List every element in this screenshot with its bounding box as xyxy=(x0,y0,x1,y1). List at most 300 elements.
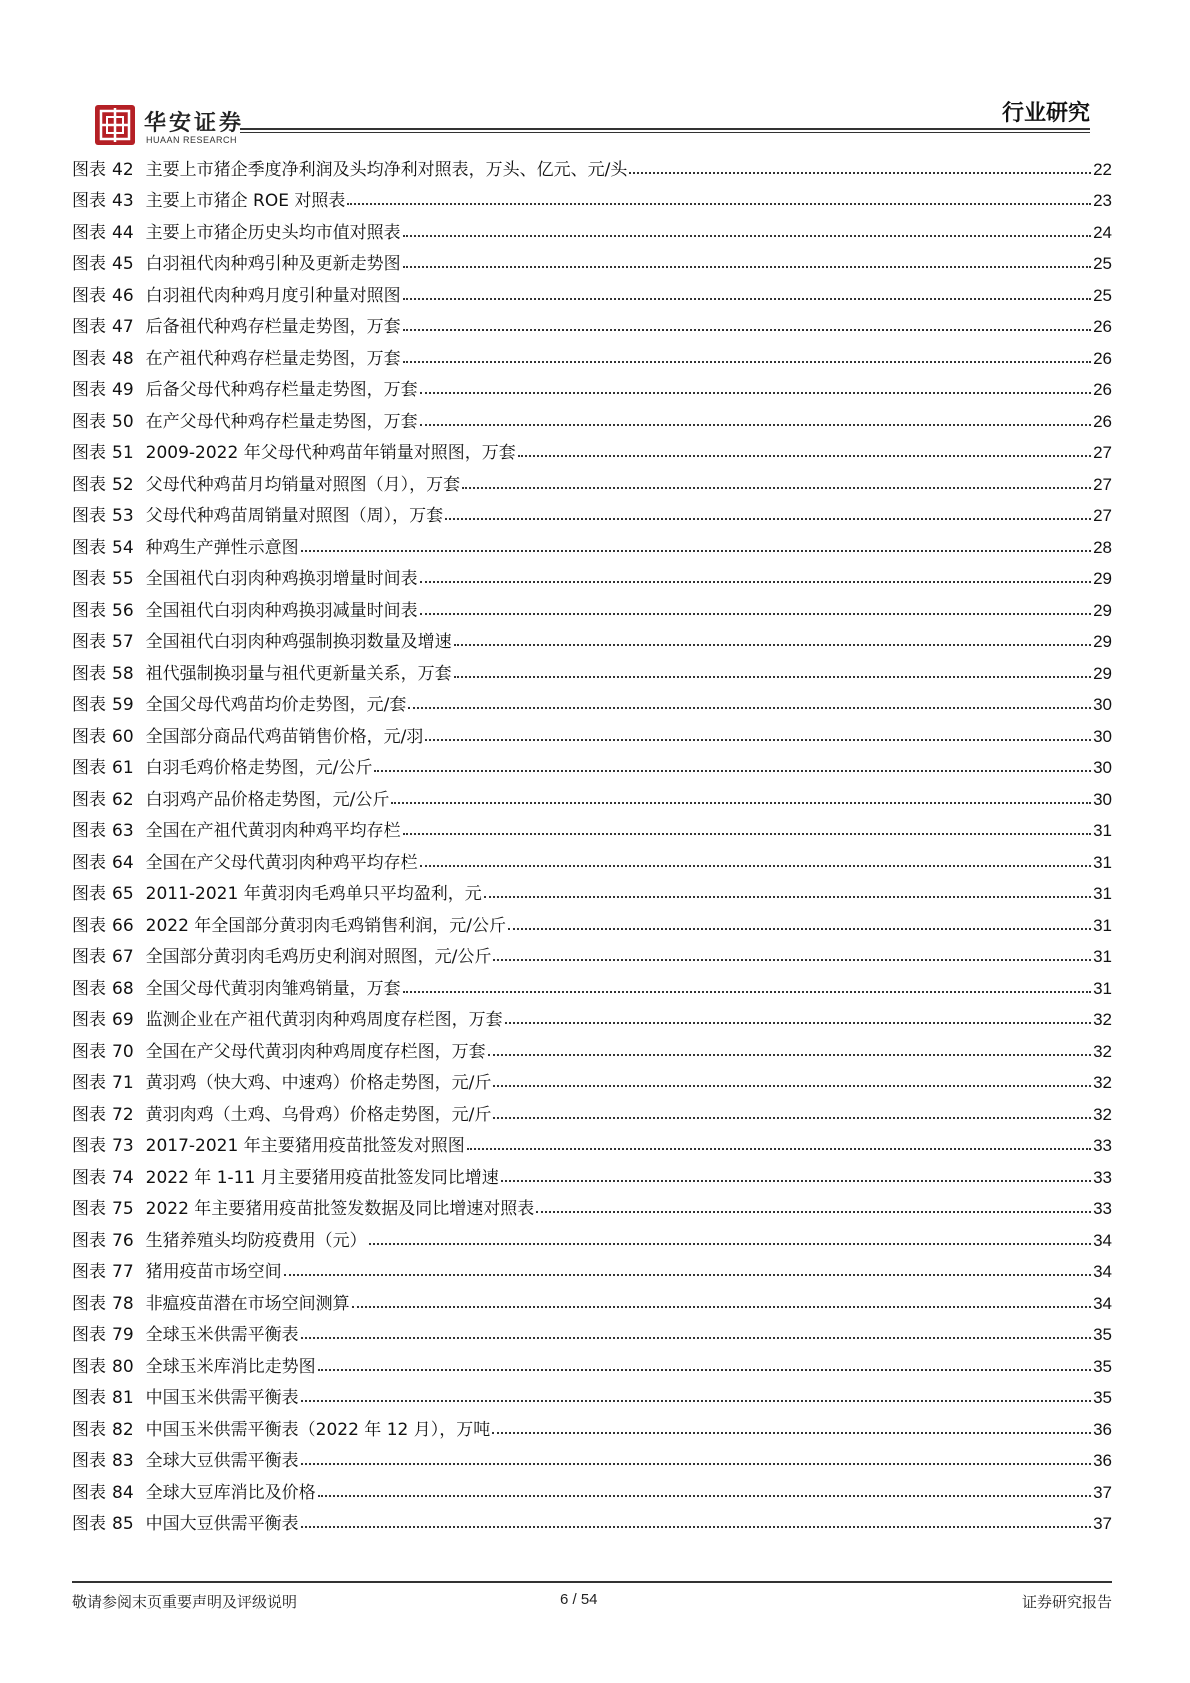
toc-entry-number: 47 xyxy=(112,317,134,337)
toc-entry-number: 62 xyxy=(112,789,134,810)
toc-entry-prefix: 图表 xyxy=(72,1167,106,1188)
toc-entry[interactable] xyxy=(72,1377,1112,1409)
toc-entry-prefix: 图表 xyxy=(72,632,106,652)
toc-leader-dots xyxy=(462,487,1091,489)
toc-entry-label xyxy=(72,1446,299,1471)
toc-entry-prefix: 图表 xyxy=(72,348,106,369)
toc-entry-page: 33 xyxy=(1093,1199,1112,1218)
toc-entry[interactable] xyxy=(72,180,1112,212)
toc-entry-label xyxy=(72,470,460,495)
toc-entry-page: 30 xyxy=(1093,695,1112,714)
toc-entry-page: 27 xyxy=(1093,506,1112,525)
toc-entry-page: 31 xyxy=(1093,821,1112,840)
toc-entry-number: 43 xyxy=(112,191,134,211)
toc-leader-dots xyxy=(403,833,1091,835)
toc-entry[interactable] xyxy=(72,369,1112,401)
toc-entry-number: 85 xyxy=(112,1514,134,1534)
toc-entry[interactable] xyxy=(72,432,1112,464)
toc-entry-label xyxy=(72,1226,367,1251)
toc-entry-prefix: 图表 xyxy=(72,222,106,243)
toc-entry[interactable] xyxy=(72,810,1112,842)
toc-entry[interactable] xyxy=(72,684,1112,716)
toc-entry-prefix: 图表 xyxy=(72,1482,106,1503)
toc-entry[interactable] xyxy=(72,1219,1112,1251)
toc-entry-title: 后备父母代种鸡存栏量走势图，万套 xyxy=(145,380,418,400)
toc-entry-title: 白羽鸡产品价格走势图，元/公斤 xyxy=(145,789,390,810)
toc-entry-label xyxy=(72,155,627,180)
toc-entry-page: 27 xyxy=(1093,443,1112,462)
toc-entry-number: 55 xyxy=(112,569,134,589)
toc-entry-page: 36 xyxy=(1093,1419,1112,1439)
toc-entry-prefix: 图表 xyxy=(72,915,106,936)
toc-entry-prefix: 图表 xyxy=(72,884,106,904)
toc-leader-dots xyxy=(284,1274,1091,1276)
toc-entry-label xyxy=(72,1478,316,1503)
toc-leader-dots xyxy=(403,361,1091,363)
toc-leader-dots xyxy=(403,991,1091,993)
toc-entry-prefix: 图表 xyxy=(72,1136,106,1156)
toc-entry-label xyxy=(72,690,406,715)
toc-leader-dots xyxy=(301,1337,1091,1339)
toc-entry-title: 全球大豆供需平衡表 xyxy=(145,1451,299,1471)
toc-entry-prefix: 图表 xyxy=(72,443,106,463)
toc-entry-label xyxy=(72,596,418,621)
toc-leader-dots xyxy=(484,896,1091,898)
toc-entry-title: 黄羽鸡（快大鸡、中速鸡）价格走势图，元/斤 xyxy=(145,1073,492,1093)
brand-subtitle: HUAAN RESEARCH xyxy=(146,135,238,145)
toc-entry-number: 67 xyxy=(112,947,134,967)
toc-entry-title: 2017-2021 年主要猪用疫苗批签发对照图 xyxy=(145,1136,465,1156)
toc-entry-label xyxy=(72,1415,490,1440)
toc-entry[interactable] xyxy=(72,652,1112,684)
toc-entry-label xyxy=(72,344,401,369)
toc-entry-prefix: 图表 xyxy=(72,1451,106,1471)
toc-entry-page: 32 xyxy=(1093,1010,1112,1029)
page-indicator: 6 / 54 xyxy=(560,1591,598,1608)
toc-entry[interactable] xyxy=(72,841,1112,873)
toc-entry-page: 26 xyxy=(1093,348,1112,368)
figure-list xyxy=(72,148,1112,1534)
toc-entry-page: 36 xyxy=(1093,1451,1112,1470)
toc-entry-number: 59 xyxy=(112,695,134,715)
toc-entry-label xyxy=(72,911,506,936)
toc-entry-label xyxy=(72,848,418,873)
toc-entry-title: 白羽毛鸡价格走势图，元/公斤 xyxy=(145,758,373,778)
toc-leader-dots xyxy=(403,329,1091,331)
toc-entry-title: 2022 年主要猪用疫苗批签发数据及同比增速对照表 xyxy=(145,1199,535,1219)
toc-entry[interactable] xyxy=(72,1156,1112,1188)
toc-leader-dots xyxy=(425,739,1091,741)
toc-entry-title: 在产父母代种鸡存栏量走势图，万套 xyxy=(145,411,418,432)
toc-entry-page: 24 xyxy=(1093,222,1112,242)
toc-entry-prefix: 图表 xyxy=(72,1104,106,1125)
toc-leader-dots xyxy=(408,707,1091,709)
toc-entry-label xyxy=(72,1163,499,1188)
toc-entry-page: 29 xyxy=(1093,600,1112,620)
page-header xyxy=(0,0,1190,150)
toc-entry-label xyxy=(72,375,418,400)
toc-entry-title: 全球大豆库消比及价格 xyxy=(145,1482,316,1503)
toc-entry-page: 29 xyxy=(1093,569,1112,588)
toc-entry-label xyxy=(72,942,491,967)
toc-entry-prefix: 图表 xyxy=(72,1388,106,1408)
toc-entry-page: 26 xyxy=(1093,380,1112,399)
toc-entry[interactable] xyxy=(72,589,1112,621)
toc-entry-label xyxy=(72,659,452,684)
toc-entry-page: 25 xyxy=(1093,254,1112,273)
toc-entry-label xyxy=(72,1257,282,1282)
toc-entry-number: 77 xyxy=(112,1262,134,1282)
toc-entry-title: 中国大豆供需平衡表 xyxy=(145,1514,299,1534)
toc-entry-number: 56 xyxy=(112,600,134,621)
toc-entry-page: 34 xyxy=(1093,1230,1112,1250)
toc-entry-page: 29 xyxy=(1093,632,1112,651)
toc-entry-prefix: 图表 xyxy=(72,191,106,211)
toc-entry-number: 82 xyxy=(112,1419,134,1440)
toc-leader-dots xyxy=(301,1400,1091,1402)
toc-entry-title: 祖代强制换羽量与祖代更新量关系，万套 xyxy=(145,663,452,684)
toc-entry-prefix: 图表 xyxy=(72,852,106,873)
toc-entry-number: 48 xyxy=(112,348,134,369)
toc-entry-page: 31 xyxy=(1093,852,1112,872)
toc-entry[interactable] xyxy=(72,1440,1112,1472)
toc-entry-label xyxy=(72,501,443,526)
toc-entry-title: 主要上市猪企历史头均市值对照表 xyxy=(145,222,401,243)
toc-entry-page: 23 xyxy=(1093,191,1112,210)
toc-leader-dots xyxy=(403,235,1091,237)
toc-entry-number: 51 xyxy=(112,443,134,463)
toc-entry-label xyxy=(72,218,401,243)
toc-leader-dots xyxy=(403,298,1091,300)
toc-entry-prefix: 图表 xyxy=(72,726,106,747)
toc-leader-dots xyxy=(629,172,1091,174)
toc-leader-dots xyxy=(301,1526,1091,1528)
toc-entry-title: 监测企业在产祖代黄羽肉种鸡周度存栏图，万套 xyxy=(145,1010,503,1030)
toc-entry-page: 30 xyxy=(1093,758,1112,777)
toc-entry-title: 黄羽肉鸡（土鸡、乌骨鸡）价格走势图，元/斤 xyxy=(145,1104,492,1125)
toc-entry-page: 37 xyxy=(1093,1514,1112,1533)
toc-leader-dots xyxy=(391,802,1091,804)
toc-entry[interactable] xyxy=(72,1282,1112,1314)
toc-entry-page: 30 xyxy=(1093,789,1112,809)
toc-entry-page: 37 xyxy=(1093,1482,1112,1502)
toc-entry-number: 78 xyxy=(112,1293,134,1314)
toc-leader-dots xyxy=(467,1148,1091,1150)
toc-entry-number: 79 xyxy=(112,1325,134,1345)
toc-entry-prefix: 图表 xyxy=(72,1293,106,1314)
toc-leader-dots xyxy=(420,392,1091,394)
toc-entry[interactable] xyxy=(72,1503,1112,1535)
toc-entry-page: 26 xyxy=(1093,317,1112,336)
toc-entry[interactable] xyxy=(72,873,1112,905)
toc-entry[interactable] xyxy=(72,558,1112,590)
toc-entry-page: 31 xyxy=(1093,884,1112,903)
toc-entry-label xyxy=(72,785,389,810)
toc-leader-dots xyxy=(352,1306,1091,1308)
toc-entry-title: 白羽祖代肉种鸡月度引种量对照图 xyxy=(145,285,401,306)
toc-entry-label xyxy=(72,1352,316,1377)
header-divider xyxy=(240,128,1090,130)
toc-leader-dots xyxy=(508,928,1091,930)
toc-entry-label xyxy=(72,1037,486,1062)
toc-entry-title: 主要上市猪企季度净利润及头均净利对照表，万头、亿元、元/头 xyxy=(145,159,628,180)
toc-entry-title: 全国在产父母代黄羽肉种鸡平均存栏 xyxy=(145,852,418,873)
toc-entry[interactable] xyxy=(72,274,1112,306)
toc-entry-number: 61 xyxy=(112,758,134,778)
toc-entry-label xyxy=(72,1194,534,1219)
toc-entry-page: 32 xyxy=(1093,1073,1112,1092)
toc-entry[interactable] xyxy=(72,904,1112,936)
toc-entry[interactable] xyxy=(72,1408,1112,1440)
toc-entry[interactable] xyxy=(72,1188,1112,1220)
toc-entry-page: 25 xyxy=(1093,285,1112,305)
toc-entry-title: 全国祖代白羽肉种鸡换羽增量时间表 xyxy=(145,569,418,589)
toc-entry-number: 83 xyxy=(112,1451,134,1471)
toc-entry-title: 2011-2021 年黄羽肉毛鸡单只平均盈利，元 xyxy=(145,884,482,904)
toc-entry-number: 60 xyxy=(112,726,134,747)
toc-leader-dots xyxy=(536,1211,1091,1213)
toc-entry-prefix: 图表 xyxy=(72,663,106,684)
toc-entry[interactable] xyxy=(72,148,1112,180)
toc-entry-label xyxy=(72,879,482,904)
toc-entry-title: 中国玉米供需平衡表（2022 年 12 月），万吨 xyxy=(145,1419,491,1440)
toc-entry[interactable] xyxy=(72,1125,1112,1157)
toc-entry-title: 2022 年全国部分黄羽肉毛鸡销售利润，元/公斤 xyxy=(145,915,507,936)
toc-leader-dots xyxy=(445,518,1091,520)
toc-entry-prefix: 图表 xyxy=(72,1041,106,1062)
toc-entry-prefix: 图表 xyxy=(72,285,106,306)
toc-entry-prefix: 图表 xyxy=(72,254,106,274)
toc-entry-number: 63 xyxy=(112,821,134,841)
toc-leader-dots xyxy=(420,424,1091,426)
toc-entry-title: 非瘟疫苗潜在市场空间测算 xyxy=(145,1293,350,1314)
toc-entry-label xyxy=(72,249,401,274)
toc-entry-page: 33 xyxy=(1093,1136,1112,1155)
toc-entry-label xyxy=(72,564,418,589)
section-title: 行业研究 xyxy=(1001,101,1090,126)
toc-entry-prefix: 图表 xyxy=(72,821,106,841)
toc-entry-title: 主要上市猪企 ROE 对照表 xyxy=(145,191,346,211)
toc-entry[interactable] xyxy=(72,211,1112,243)
toc-entry-prefix: 图表 xyxy=(72,1419,106,1440)
toc-entry-number: 58 xyxy=(112,663,134,684)
toc-entry[interactable] xyxy=(72,999,1112,1031)
toc-entry[interactable] xyxy=(72,1062,1112,1094)
toc-entry[interactable] xyxy=(72,967,1112,999)
toc-entry-page: 35 xyxy=(1093,1325,1112,1344)
huaan-logo-icon xyxy=(94,104,136,146)
toc-entry-prefix: 图表 xyxy=(72,600,106,621)
toc-entry-label xyxy=(72,1100,491,1125)
toc-leader-dots xyxy=(518,455,1091,457)
toc-entry-prefix: 图表 xyxy=(72,1010,106,1030)
toc-entry-label xyxy=(72,1320,299,1345)
toc-entry-number: 72 xyxy=(112,1104,134,1125)
toc-entry-number: 57 xyxy=(112,632,134,652)
toc-entry-label xyxy=(72,974,401,999)
toc-entry-number: 81 xyxy=(112,1388,134,1408)
toc-entry-title: 种鸡生产弹性示意图 xyxy=(145,537,299,558)
toc-leader-dots xyxy=(454,676,1091,678)
toc-entry-page: 34 xyxy=(1093,1262,1112,1281)
toc-entry-page: 33 xyxy=(1093,1167,1112,1187)
toc-entry-prefix: 图表 xyxy=(72,159,106,180)
toc-entry-page: 35 xyxy=(1093,1356,1112,1376)
toc-entry-number: 49 xyxy=(112,380,134,400)
toc-entry-number: 70 xyxy=(112,1041,134,1062)
toc-entry-label xyxy=(72,533,299,558)
toc-entry-title: 父母代种鸡苗周销量对照图（周），万套 xyxy=(145,506,444,526)
toc-entry-prefix: 图表 xyxy=(72,789,106,810)
toc-leader-dots xyxy=(505,1022,1091,1024)
toc-entry-label xyxy=(72,1005,503,1030)
toc-entry-prefix: 图表 xyxy=(72,695,106,715)
toc-leader-dots xyxy=(347,203,1091,205)
toc-entry-page: 32 xyxy=(1093,1041,1112,1061)
toc-entry-number: 75 xyxy=(112,1199,134,1219)
toc-leader-dots xyxy=(420,613,1091,615)
toc-entry-number: 76 xyxy=(112,1230,134,1251)
toc-entry-prefix: 图表 xyxy=(72,474,106,495)
toc-entry-title: 2009-2022 年父母代种鸡苗年销量对照图，万套 xyxy=(145,443,516,463)
toc-entry[interactable] xyxy=(72,243,1112,275)
toc-entry-prefix: 图表 xyxy=(72,1325,106,1345)
toc-entry-label xyxy=(72,407,418,432)
toc-entry[interactable] xyxy=(72,1251,1112,1283)
toc-entry-page: 28 xyxy=(1093,537,1112,557)
toc-entry[interactable] xyxy=(72,1471,1112,1503)
toc-entry-prefix: 图表 xyxy=(72,978,106,999)
toc-entry[interactable] xyxy=(72,621,1112,653)
toc-entry-title: 中国玉米供需平衡表 xyxy=(145,1388,299,1408)
toc-leader-dots xyxy=(301,550,1091,552)
toc-leader-dots xyxy=(493,1117,1091,1119)
toc-entry-label xyxy=(72,753,372,778)
toc-leader-dots xyxy=(420,581,1091,583)
toc-leader-dots xyxy=(493,1085,1091,1087)
toc-entry-title: 全国在产祖代黄羽肉种鸡平均存栏 xyxy=(145,821,401,841)
toc-entry-title: 全国祖代白羽肉种鸡强制换羽数量及增速 xyxy=(145,632,452,652)
toc-entry-page: 34 xyxy=(1093,1293,1112,1313)
toc-entry-title: 全球玉米库消比走势图 xyxy=(145,1356,316,1377)
toc-entry-prefix: 图表 xyxy=(72,506,106,526)
toc-entry-prefix: 图表 xyxy=(72,380,106,400)
toc-entry[interactable] xyxy=(72,306,1112,338)
toc-entry[interactable] xyxy=(72,1345,1112,1377)
toc-entry[interactable] xyxy=(72,526,1112,558)
toc-entry[interactable] xyxy=(72,463,1112,495)
toc-leader-dots xyxy=(454,644,1091,646)
toc-entry-title: 白羽祖代肉种鸡引种及更新走势图 xyxy=(145,254,401,274)
toc-entry-prefix: 图表 xyxy=(72,411,106,432)
toc-entry-prefix: 图表 xyxy=(72,1199,106,1219)
toc-entry-prefix: 图表 xyxy=(72,1230,106,1251)
toc-entry-number: 80 xyxy=(112,1356,134,1377)
toc-entry-number: 46 xyxy=(112,285,134,306)
toc-entry[interactable] xyxy=(72,400,1112,432)
toc-entry-number: 42 xyxy=(112,159,134,180)
toc-entry[interactable] xyxy=(72,1093,1112,1125)
toc-entry-title: 生猪养殖头均防疫费用（元） xyxy=(145,1230,367,1251)
toc-entry-number: 65 xyxy=(112,884,134,904)
toc-entry-number: 74 xyxy=(112,1167,134,1188)
toc-entry-page: 31 xyxy=(1093,915,1112,935)
toc-entry-label xyxy=(72,281,401,306)
toc-entry-page: 35 xyxy=(1093,1388,1112,1407)
toc-entry-page: 27 xyxy=(1093,474,1112,494)
toc-entry-title: 全国祖代白羽肉种鸡换羽减量时间表 xyxy=(145,600,418,621)
toc-entry-page: 29 xyxy=(1093,663,1112,683)
toc-entry-label xyxy=(72,627,452,652)
toc-entry-prefix: 图表 xyxy=(72,317,106,337)
toc-entry-label xyxy=(72,1068,491,1093)
toc-entry-page: 30 xyxy=(1093,726,1112,746)
toc-entry-label xyxy=(72,1131,465,1156)
document-type: 证券研究报告 xyxy=(1021,1593,1112,1611)
toc-entry-label xyxy=(72,816,401,841)
footer-divider xyxy=(72,1581,1112,1583)
toc-leader-dots xyxy=(318,1495,1091,1497)
toc-entry-page: 26 xyxy=(1093,411,1112,431)
toc-entry-label xyxy=(72,1289,350,1314)
toc-leader-dots xyxy=(501,1180,1091,1182)
toc-entry[interactable] xyxy=(72,778,1112,810)
toc-entry-page: 31 xyxy=(1093,978,1112,998)
toc-entry-label xyxy=(72,1509,299,1534)
toc-entry[interactable] xyxy=(72,747,1112,779)
toc-entry-number: 45 xyxy=(112,254,134,274)
toc-entry-number: 73 xyxy=(112,1136,134,1156)
toc-entry-title: 2022 年 1-11 月主要猪用疫苗批签发同比增速 xyxy=(145,1167,499,1188)
toc-entry[interactable] xyxy=(72,936,1112,968)
toc-entry-title: 全国部分黄羽肉毛鸡历史利润对照图，元/公斤 xyxy=(145,947,492,967)
toc-leader-dots xyxy=(492,1432,1091,1434)
toc-entry-title: 全国父母代鸡苗均价走势图，元/套 xyxy=(145,695,407,715)
toc-entry-number: 66 xyxy=(112,915,134,936)
toc-entry-number: 64 xyxy=(112,852,134,873)
toc-entry-label xyxy=(72,722,423,747)
toc-entry-number: 52 xyxy=(112,474,134,495)
toc-entry-prefix: 图表 xyxy=(72,758,106,778)
toc-entry[interactable] xyxy=(72,715,1112,747)
header-divider-thin xyxy=(240,132,1090,133)
toc-leader-dots xyxy=(318,1369,1091,1371)
toc-entry-title: 父母代种鸡苗月均销量对照图（月），万套 xyxy=(145,474,461,495)
toc-entry-title: 全国部分商品代鸡苗销售价格，元/羽 xyxy=(145,726,424,747)
toc-entry[interactable] xyxy=(72,1030,1112,1062)
toc-entry-page: 32 xyxy=(1093,1104,1112,1124)
toc-entry-label xyxy=(72,186,345,211)
toc-entry-number: 53 xyxy=(112,506,134,526)
toc-entry[interactable] xyxy=(72,495,1112,527)
toc-entry[interactable] xyxy=(72,337,1112,369)
toc-entry-number: 69 xyxy=(112,1010,134,1030)
toc-entry-prefix: 图表 xyxy=(72,537,106,558)
toc-entry-label xyxy=(72,438,516,463)
toc-leader-dots xyxy=(369,1243,1091,1245)
toc-entry-prefix: 图表 xyxy=(72,1514,106,1534)
toc-entry-number: 44 xyxy=(112,222,134,243)
toc-entry-number: 71 xyxy=(112,1073,134,1093)
toc-entry-page: 31 xyxy=(1093,947,1112,966)
toc-entry[interactable] xyxy=(72,1314,1112,1346)
brand-name: 华安证券 xyxy=(144,110,245,136)
toc-leader-dots xyxy=(420,865,1091,867)
toc-leader-dots xyxy=(301,1463,1091,1465)
toc-entry-title: 全球玉米供需平衡表 xyxy=(145,1325,299,1345)
toc-entry-label xyxy=(72,1383,299,1408)
toc-entry-title: 后备祖代种鸡存栏量走势图，万套 xyxy=(145,317,401,337)
